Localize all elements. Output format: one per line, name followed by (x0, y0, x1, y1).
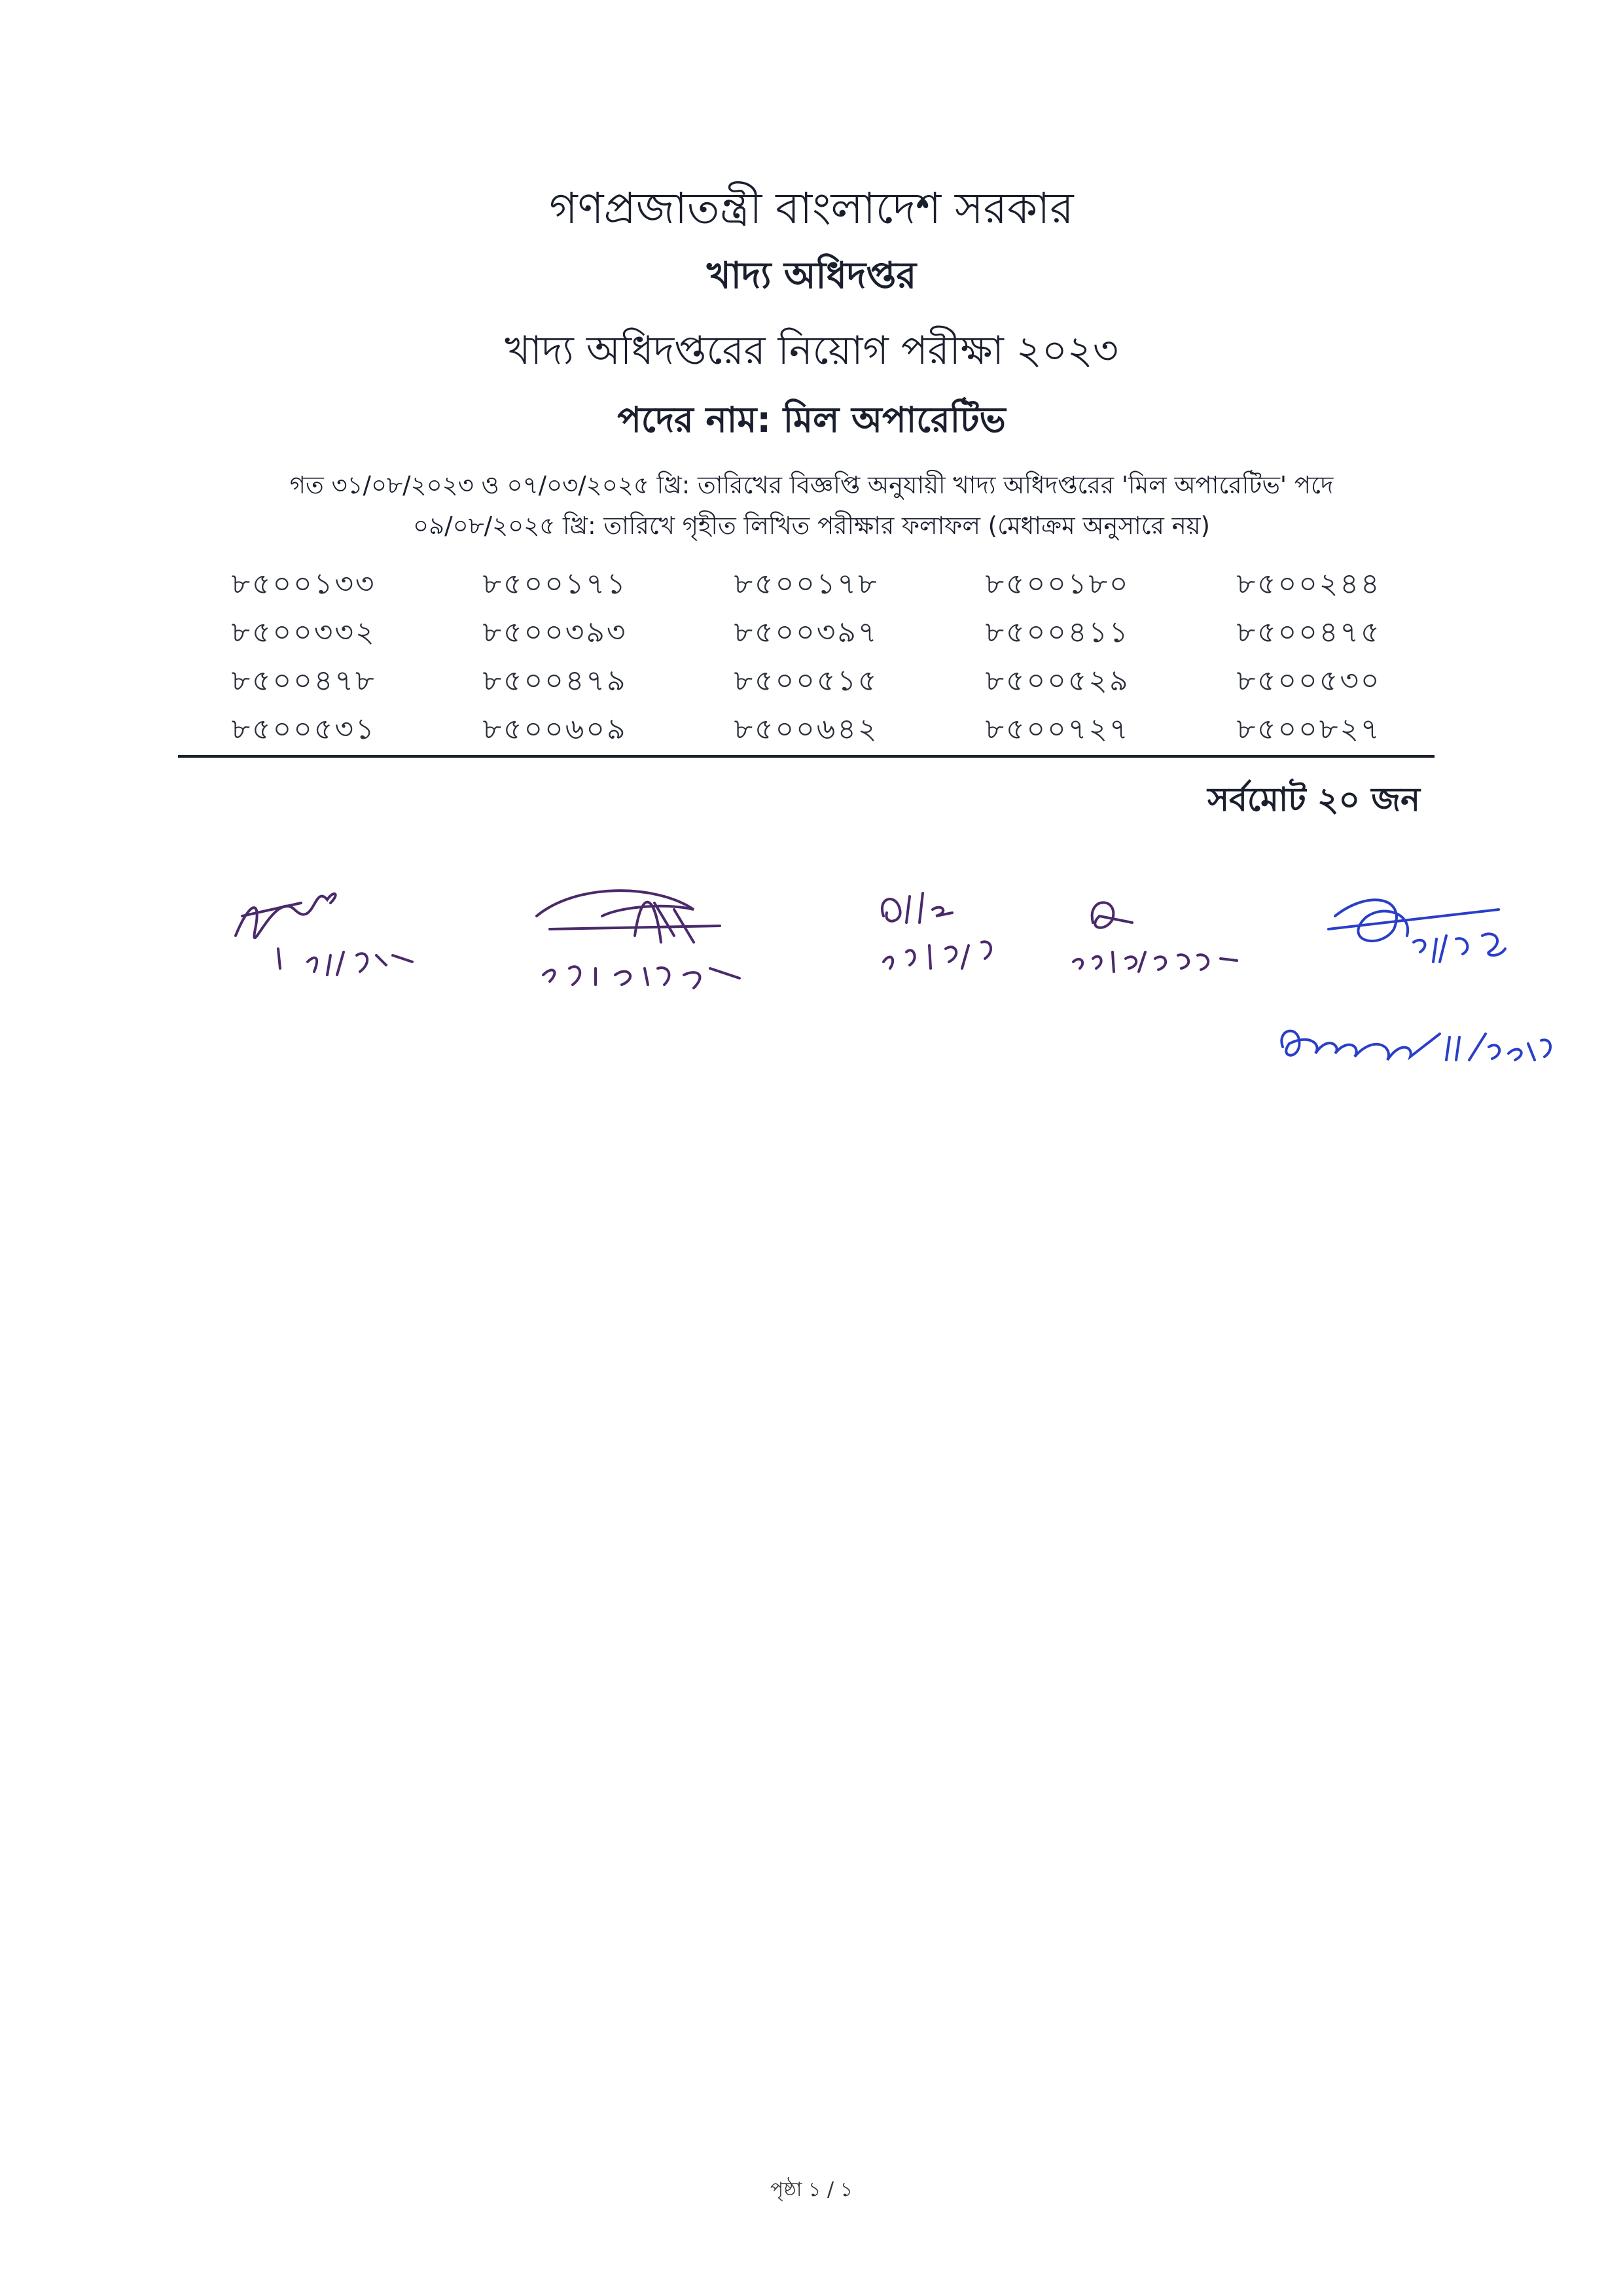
signature-2 (524, 870, 798, 1001)
signature-6 (1270, 1008, 1558, 1080)
signature-5 (1315, 877, 1538, 995)
roll-number: ৮৫০০৫৩০ (1236, 663, 1382, 698)
roll-number: ৮৫০০৫২৯ (985, 663, 1130, 698)
signature-1 (216, 864, 465, 995)
roll-number: ৮৫০০৬৪২ (734, 712, 879, 746)
signature-4 (1060, 883, 1270, 988)
roll-number: ৮৫০০১৩৩ (231, 567, 376, 601)
table-row (178, 707, 1435, 755)
table-row (178, 658, 1435, 707)
signature-3 (870, 877, 1054, 988)
roll-number: ৮৫০০৭২৭ (985, 712, 1130, 746)
table-row (178, 561, 1435, 610)
roll-number: ৮৫০০৩৩২ (231, 615, 376, 649)
roll-number: ৮৫০০২৪৪ (1236, 567, 1382, 601)
roll-number: ৮৫০০৪১১ (985, 615, 1130, 649)
roll-number: ৮৫০০৮২৭ (1236, 712, 1382, 746)
roll-number: ৮৫০০৩৯৭ (734, 615, 879, 649)
roll-number: ৮৫০০১৮০ (985, 567, 1130, 601)
roll-number: ৮৫০০১৭১ (482, 567, 628, 601)
total-count: সর্বমোট ২০ জন (1207, 781, 1420, 819)
roll-number: ৮৫০০১৭৮ (734, 567, 879, 601)
notice-line-2: ০৯/০৮/২০২৫ খ্রি: তারিখে গৃহীত লিখিত পরীক্ষার ফলাফল (মেধাক্রম অনুসারে নয়) (413, 512, 1210, 540)
page-number: পৃষ্ঠা ১ / ১ (770, 2178, 853, 2201)
roll-number: ৮৫০০৫৩১ (231, 712, 376, 746)
post-name: পদের নাম: মিল অপারেটিভ (617, 399, 1006, 440)
roll-number: ৮৫০০৫১৫ (734, 663, 879, 698)
roll-number: ৮৫০০৪৭৯ (482, 663, 628, 698)
roll-number: ৮৫০০৬০৯ (482, 712, 628, 746)
government-title: গণপ্রজাতন্ত্রী বাংলাদেশ সরকার (549, 183, 1074, 234)
roll-number-table (178, 561, 1435, 758)
roll-number: ৮৫০০৪৭৫ (1236, 615, 1382, 649)
department-title: খাদ্য অধিদপ্তর (706, 255, 917, 297)
roll-number: ৮৫০০৩৯৩ (482, 615, 628, 649)
exam-title: খাদ্য অধিদপ্তরের নিয়োগ পরীক্ষা ২০২৩ (505, 328, 1118, 374)
notice-line-1: গত ৩১/০৮/২০২৩ ও ০৭/০৩/২০২৫ খ্রি: তারিখের বিজ্ঞপ্তি অনুযায়ী খাদ্য অধিদপ্তরের 'মিল অপারেটিভ' পদে (289, 471, 1334, 499)
roll-number: ৮৫০০৪৭৮ (231, 663, 376, 698)
table-row (178, 610, 1435, 658)
